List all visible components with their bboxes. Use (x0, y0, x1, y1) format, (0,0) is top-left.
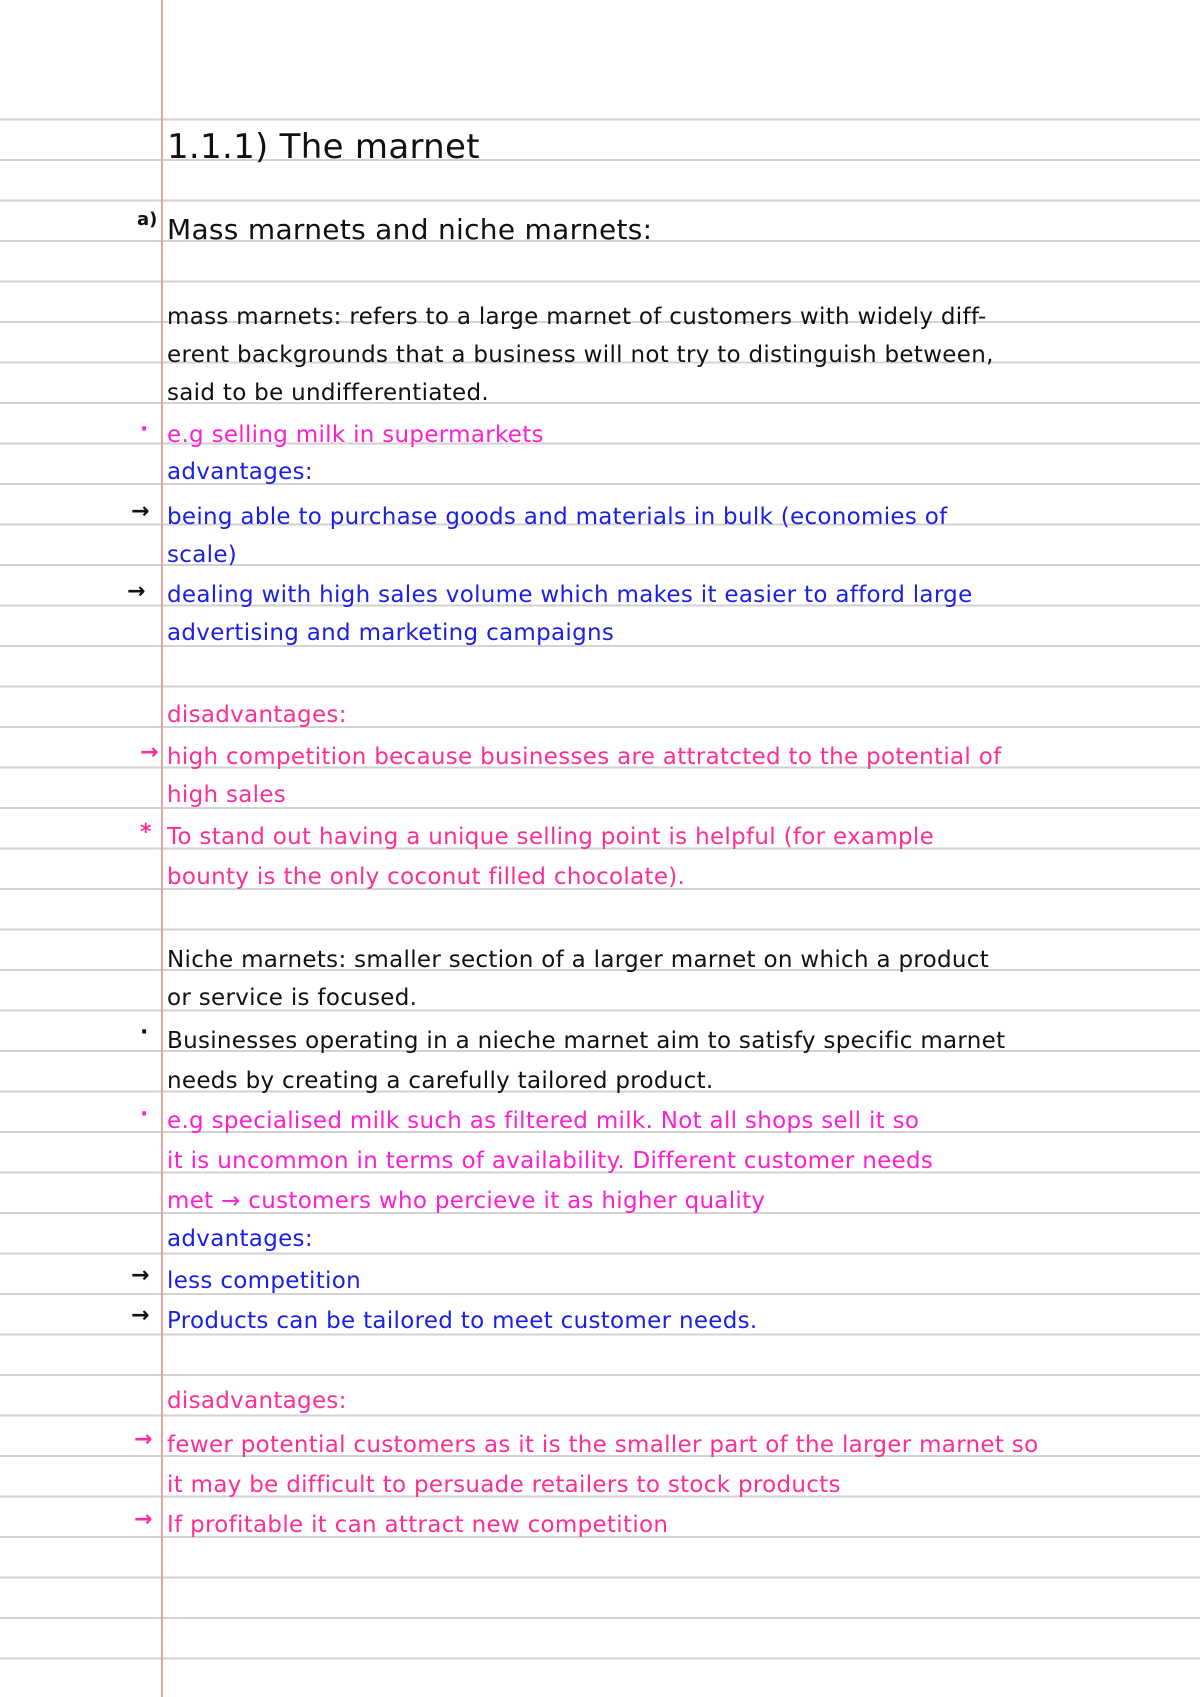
niche-definition-line-2: or service is focused. (167, 985, 418, 1011)
mass-definition-line-2: erent backgrounds that a business will not try to distinguish between, (167, 342, 994, 368)
example-dot-marker: · (140, 417, 149, 442)
heading-bullet-marker: a) (137, 209, 158, 230)
arrow-marker: → (140, 740, 159, 765)
niche-example-line-1: e.g specialised milk such as filtered milk. Not all shops sell it so (167, 1108, 920, 1134)
arrow-marker: → (131, 1303, 150, 1328)
star-marker: * (140, 820, 152, 845)
mass-example: e.g selling milk in supermarkets (167, 422, 544, 448)
mass-advantage-line-2: scale) (167, 542, 238, 568)
arrow-marker: → (131, 1263, 150, 1288)
point-dot-marker: · (140, 1020, 149, 1045)
niche-point-line-1: Businesses operating in a nieche marnet aim to satisfy specific marnet (167, 1028, 1006, 1054)
niche-disadvantage-line-2: it may be difficult to persuade retailers to stock products (167, 1472, 841, 1498)
mass-definition-line-3: said to be undifferentiated. (167, 380, 489, 406)
mass-advantage-line-3: dealing with high sales volume which makes it easier to afford large (167, 582, 973, 608)
mass-disadvantage-line-1: high competition because businesses are attratcted to the potential of (167, 744, 1002, 770)
mass-advantages-label: advantages: (167, 459, 313, 485)
niche-definition-line-1: Niche marnets: smaller section of a larger marnet on which a product (167, 947, 990, 973)
margin-rule (161, 0, 163, 1697)
niche-disadvantage-line-3: If profitable it can attract new competition (167, 1512, 669, 1538)
arrow-marker: → (134, 1507, 153, 1532)
example-dot-marker: · (140, 1102, 149, 1127)
mass-disadvantage-line-2: high sales (167, 782, 287, 808)
niche-advantage-line-2: Products can be tailored to meet customer needs. (167, 1308, 758, 1334)
niche-disadvantages-label: disadvantages: (167, 1388, 347, 1414)
mass-disadvantage-line-3: To stand out having a unique selling point is helpful (for example (167, 824, 935, 850)
section-heading: Mass marnets and niche marnets: (167, 213, 653, 246)
arrow-marker: → (131, 499, 150, 524)
mass-disadvantage-line-4: bounty is the only coconut filled chocolate). (167, 864, 686, 890)
mass-disadvantages-label: disadvantages: (167, 702, 347, 728)
niche-disadvantage-line-1: fewer potential customers as it is the smaller part of the larger marnet so (167, 1432, 1039, 1458)
niche-advantage-line-1: less competition (167, 1268, 361, 1294)
mass-definition-line-1: mass marnets: refers to a large marnet of customers with widely diff- (167, 304, 987, 330)
mass-advantage-line-4: advertising and marketing campaigns (167, 620, 615, 646)
niche-example-line-2: it is uncommon in terms of availability. Different customer needs (167, 1148, 934, 1174)
arrow-marker: → (134, 1427, 153, 1452)
niche-point-line-2: needs by creating a carefully tailored product. (167, 1068, 714, 1094)
niche-advantages-label: advantages: (167, 1226, 313, 1252)
mass-advantage-line-1: being able to purchase goods and materials in bulk (economies of (167, 504, 948, 530)
arrow-marker: → (127, 579, 146, 604)
niche-example-line-3: met → customers who percieve it as higher quality (167, 1188, 766, 1214)
page-title: 1.1.1) The marnet (167, 127, 480, 167)
